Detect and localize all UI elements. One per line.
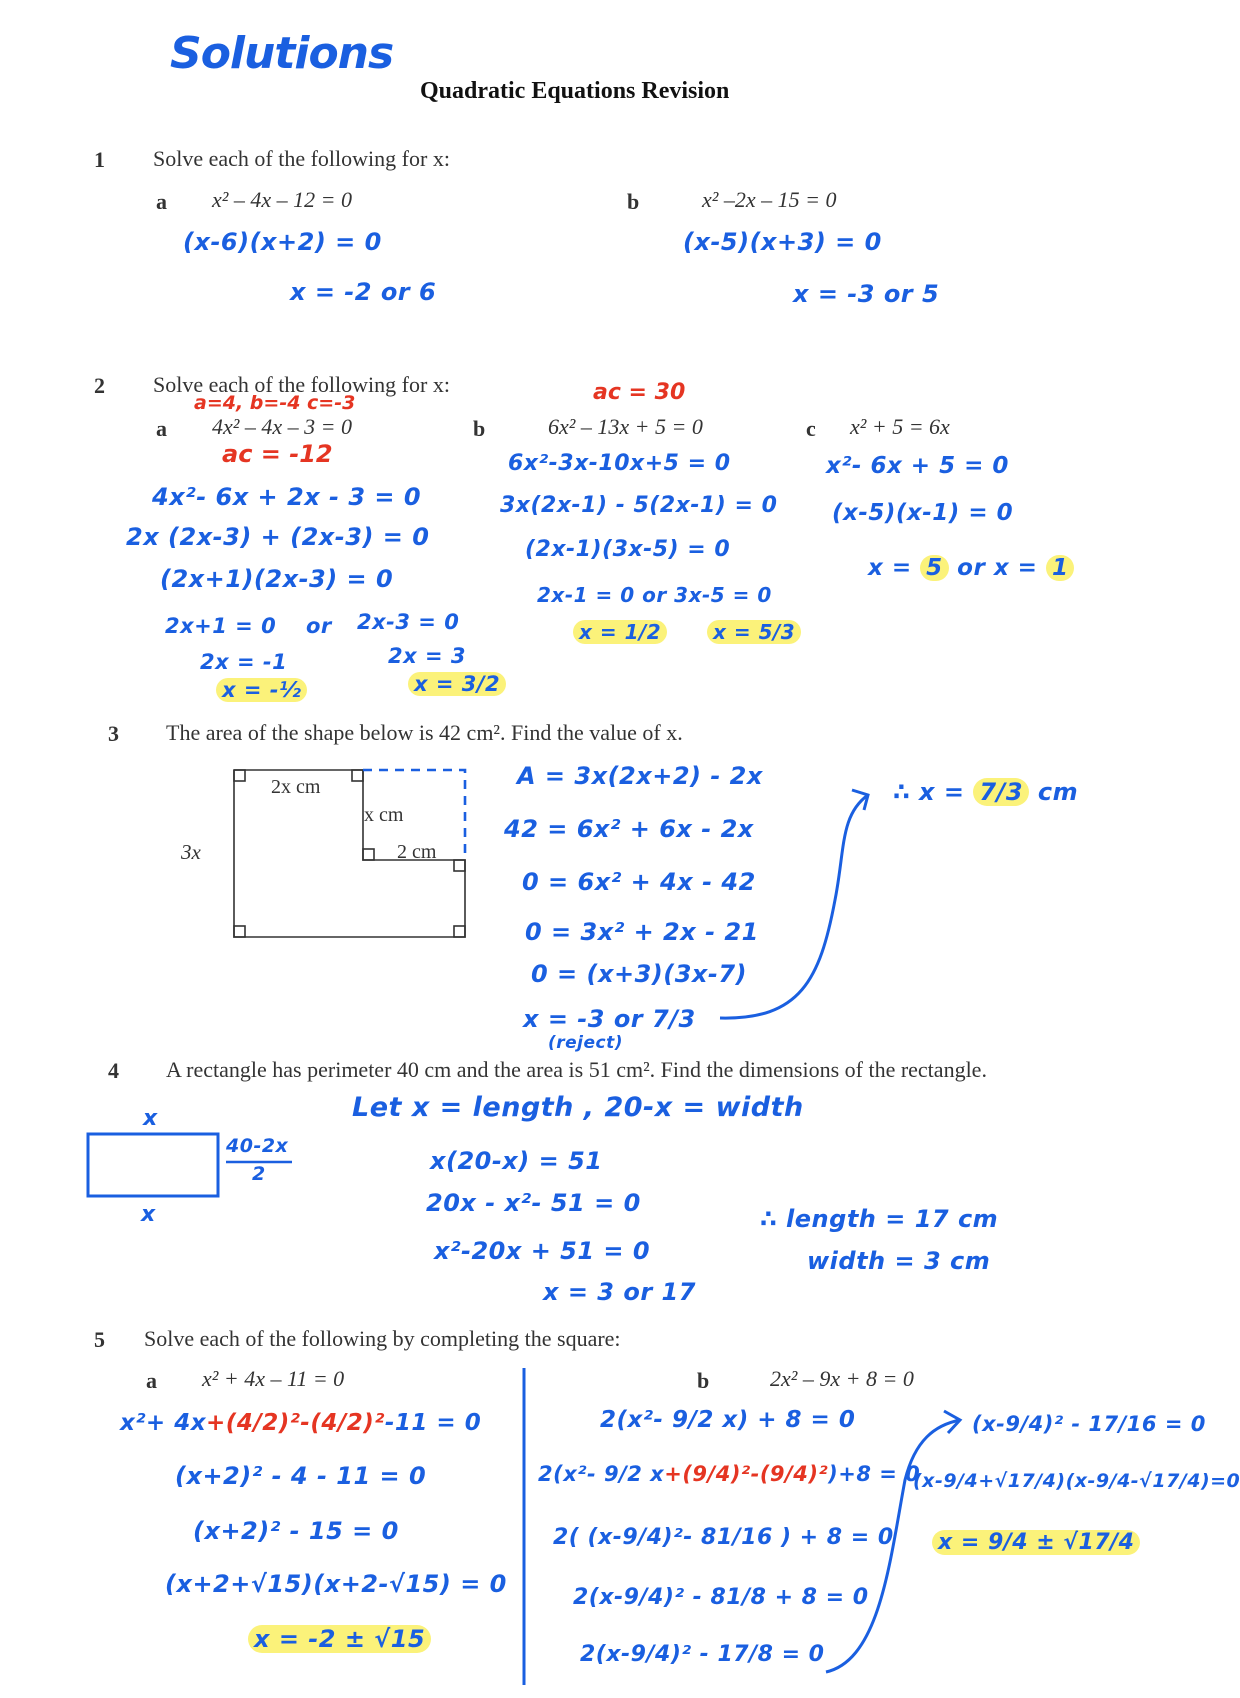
q5b-step-2: 2(x²- 9/2 x+(9/4)²-(9/4)²)+8 = 0 <box>538 1462 921 1486</box>
q5a-answer: x = -2 ± √15 <box>248 1625 431 1653</box>
q4-let-statement: Let x = length , 20-x = width <box>352 1092 804 1123</box>
q4-step-1: x(20-x) = 51 <box>430 1147 603 1175</box>
q5-prompt: Solve each of the following by completing the square: <box>144 1326 621 1351</box>
q4-rect-side-denominator: 2 <box>252 1163 266 1185</box>
q5b-label: b <box>697 1368 710 1393</box>
q2a-answer-1: x = -½ <box>216 678 307 702</box>
q5a-step-3: (x+2)² - 15 = 0 <box>193 1517 399 1545</box>
q1b-label: b <box>627 189 640 214</box>
q1-prompt: Solve each of the following for x: <box>153 146 450 171</box>
q3-step-6: x = -3 or 7/3 <box>523 1005 696 1033</box>
q3-step-5: 0 = (x+3)(3x-7) <box>531 960 748 988</box>
q4-answer-length: ∴ length = 17 cm <box>760 1205 999 1233</box>
q3-label-side: 3x <box>181 840 201 864</box>
q5b-answer: x = 9/4 ± √17/4 <box>932 1530 1140 1555</box>
q5b-step-4: 2(x-9/4)² - 81/8 + 8 = 0 <box>573 1585 869 1610</box>
q1a-label: a <box>156 189 167 214</box>
q5-number: 5 <box>94 1327 105 1352</box>
q3-number: 3 <box>108 721 119 746</box>
q3-step-2: 42 = 6x² + 6x - 2x <box>504 815 754 843</box>
q2a-coefficients: a=4, b=-4 c=-3 <box>194 392 356 414</box>
q2c-step-2: (x-5)(x-1) = 0 <box>832 500 1014 526</box>
q2a-step-3: (2x+1)(2x-3) = 0 <box>160 565 394 593</box>
q4-answer-width: width = 3 cm <box>807 1247 991 1275</box>
q4-step-2: 20x - x²- 51 = 0 <box>426 1189 641 1217</box>
q5b-equation: 2x² – 9x + 8 = 0 <box>770 1366 914 1391</box>
q5a-step-2: (x+2)² - 4 - 11 = 0 <box>175 1462 427 1490</box>
q2a-step-1: 4x²- 6x + 2x - 3 = 0 <box>152 483 422 511</box>
q4-step-4: x = 3 or 17 <box>543 1278 696 1306</box>
q2c-answer: x = 5 or x = 1 <box>868 555 1074 581</box>
q2a-step-4a: 2x+1 = 0 <box>165 614 277 638</box>
q1b-equation: x² –2x – 15 = 0 <box>702 187 837 212</box>
q2c-equation: x² + 5 = 6x <box>850 414 950 439</box>
q2b-step-4: 2x-1 = 0 or 3x-5 = 0 <box>537 583 772 607</box>
q1a-answer: x = -2 or 6 <box>290 278 437 306</box>
q2-prompt: Solve each of the following for x: <box>153 372 450 397</box>
q2a-label: a <box>156 416 167 441</box>
q2b-answer-1: x = 1/2 <box>573 620 667 644</box>
q5b-right-step-1: (x-9/4)² - 17/16 = 0 <box>972 1412 1206 1436</box>
q2b-ac: ac = 30 <box>593 380 686 405</box>
q2b-step-1: 6x²-3x-10x+5 = 0 <box>508 451 731 476</box>
q3-answer: ∴ x = 7/3 cm <box>893 778 1079 806</box>
q1b-step-1: (x-5)(x+3) = 0 <box>683 228 882 256</box>
q4-number: 4 <box>108 1058 119 1083</box>
q5b-step-5: 2(x-9/4)² - 17/8 = 0 <box>580 1642 825 1667</box>
q1-number: 1 <box>94 147 105 172</box>
q3-label-step: 2 cm <box>397 841 437 863</box>
q2b-answer-2: x = 5/3 <box>707 620 801 644</box>
q2a-step-2: 2x (2x-3) + (2x-3) = 0 <box>126 523 430 551</box>
q5a-equation: x² + 4x – 11 = 0 <box>202 1366 345 1391</box>
q1a-step-1: (x-6)(x+2) = 0 <box>183 228 382 256</box>
q2b-step-3: (2x-1)(3x-5) = 0 <box>525 537 731 562</box>
q2a-answer-2: x = 3/2 <box>408 672 506 696</box>
q2b-step-2: 3x(2x-1) - 5(2x-1) = 0 <box>500 493 778 518</box>
q4-step-3: x²-20x + 51 = 0 <box>434 1237 651 1265</box>
q2a-equation: 4x² – 4x – 3 = 0 <box>212 414 352 439</box>
q4-rect-top-label: x <box>143 1106 158 1131</box>
q4-rect-bottom-label: x <box>141 1202 156 1227</box>
q2a-step-5b: 2x = 3 <box>388 644 466 668</box>
q5b-step-3: 2( (x-9/4)²- 81/16 ) + 8 = 0 <box>553 1525 894 1550</box>
q2b-equation: 6x² – 13x + 5 = 0 <box>548 414 703 439</box>
page-title: Quadratic Equations Revision <box>420 78 730 104</box>
q1b-answer: x = -3 or 5 <box>793 280 940 308</box>
q4-rectangle <box>88 1134 218 1196</box>
q2a-step-5a: 2x = -1 <box>200 650 288 674</box>
q2a-step-4b: 2x-3 = 0 <box>357 610 460 634</box>
q2a-or: or <box>306 614 332 638</box>
q3-reject-note: (reject) <box>548 1033 624 1053</box>
q2a-ac: ac = -12 <box>222 440 333 468</box>
q2b-label: b <box>473 416 486 441</box>
q4-prompt: A rectangle has perimeter 40 cm and the area is 51 cm². Find the dimensions of the rectangle. <box>166 1057 987 1082</box>
q3-label-notch: x cm <box>364 804 404 826</box>
q3-step-3: 0 = 6x² + 4x - 42 <box>522 868 756 896</box>
q1a-equation: x² – 4x – 12 = 0 <box>212 187 352 212</box>
q5b-step-1: 2(x²- 9/2 x) + 8 = 0 <box>600 1407 856 1433</box>
q3-step-1: A = 3x(2x+2) - 2x <box>517 762 763 790</box>
q5a-label: a <box>146 1368 157 1393</box>
q5a-step-1: x²+ 4x+(4/2)²-(4/2)²-11 = 0 <box>120 1410 482 1436</box>
q2c-step-1: x²- 6x + 5 = 0 <box>826 453 1009 479</box>
q2c-label: c <box>806 416 816 441</box>
q5a-step-4: (x+2+√15)(x+2-√15) = 0 <box>165 1570 507 1598</box>
q2-number: 2 <box>94 373 105 398</box>
q3-label-top: 2x cm <box>271 776 321 798</box>
q4-rect-side-numerator: 40-2x <box>226 1135 289 1157</box>
q3-step-4: 0 = 3x² + 2x - 21 <box>525 918 759 946</box>
q5b-right-step-2: (x-9/4+√17/4)(x-9/4-√17/4)=0 <box>913 1470 1240 1492</box>
solutions-heading: Solutions <box>170 28 394 79</box>
q3-prompt: The area of the shape below is 42 cm². Find the value of x. <box>166 720 683 745</box>
